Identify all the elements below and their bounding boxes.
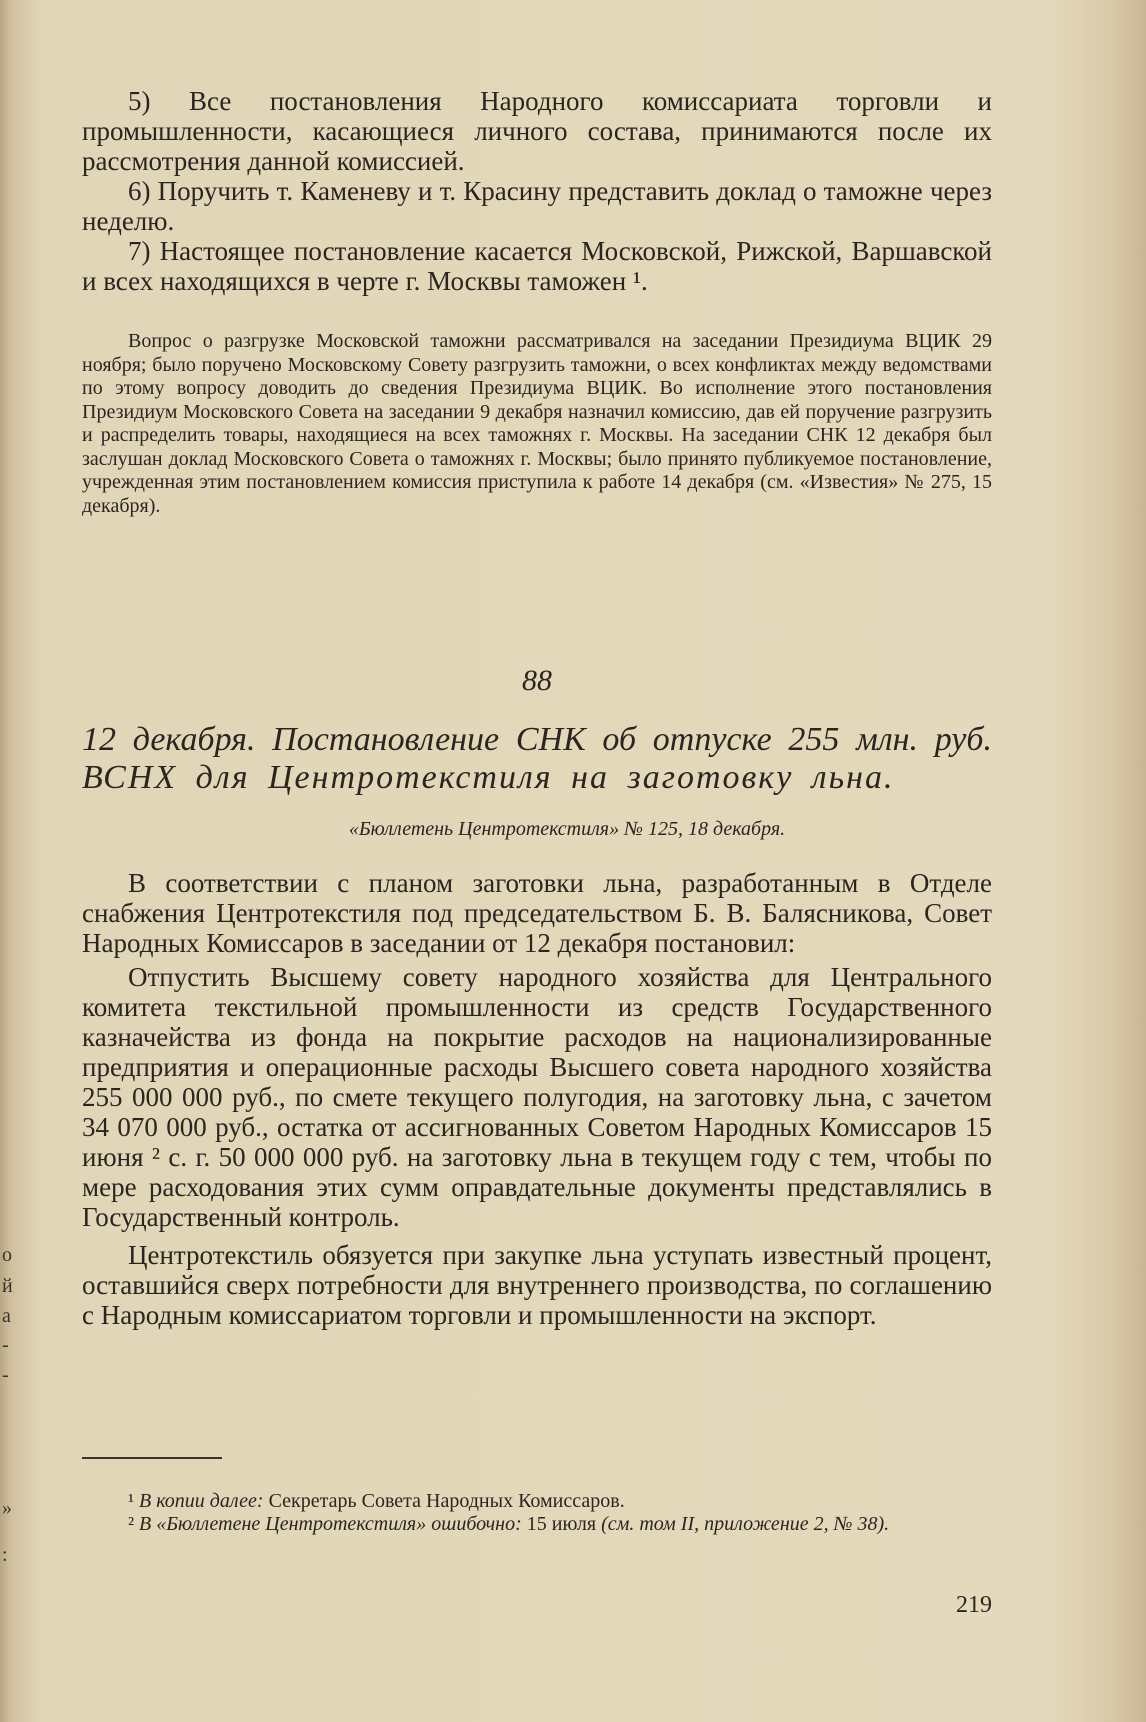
document-title	[82, 721, 992, 797]
document-title-line-2: ВСНХ для Центротекстиля на заготовку льна.	[82, 759, 895, 796]
footnote-divider	[82, 1457, 222, 1459]
gutter-glyph: й	[2, 1275, 13, 1297]
page-number: 219	[956, 1592, 992, 1618]
document-title-line-1: 12 декабря. Постановление СНК об отпуске 255 млн. руб.	[82, 721, 992, 758]
footnotes	[82, 1490, 992, 1536]
paragraph-7: 7) Настоящее постановление касается Московской, Рижской, Варшавской и всех находящихся в черте г. Москвы таможен ¹.	[82, 236, 992, 296]
footnote-1	[82, 1490, 992, 1513]
gutter-glyph: »	[2, 1497, 12, 1519]
gutter-glyph: -	[2, 1334, 9, 1356]
footnote-italic: В «Бюллетене Центротекстиля» ошибочно:	[139, 1513, 522, 1535]
commentary-note	[82, 330, 992, 518]
gutter-glyph: :	[2, 1544, 8, 1566]
commentary-text: Вопрос о разгрузке Московской таможни рассматривался на заседании Президиума ВЦИК 29 ноября; было поручено Московскому Совету разгрузить таможни, о всех конфликтах между ведомствами по этому вопросу доводить до сведения Президиума ВЦИК. Во исполнение этого постановления Президиум Московского Совета на заседании 9 декабря назначил комиссию, дав ей поручение разгрузить и распределить товары, находящиеся на всех таможнях г. Москвы. На заседании СНК 12 декабря был заслушан доклад Московского Совета о таможнях г. Москвы; было принято публикуемое постановление, учрежденная этим постановлением комиссия приступила к работе 14 декабря (см. «Известия» № 275, 15 декабря).	[82, 330, 992, 517]
footnote-mark: ¹	[128, 1490, 134, 1512]
gutter-glyph: о	[2, 1244, 12, 1266]
footnote-text: Секретарь Совета Народных Комиссаров.	[263, 1490, 625, 1512]
document-number-block	[82, 664, 992, 698]
body-paragraph-3: Центротекстиль обязуется при закупке льна уступать известный процент, оставшийся сверх потребности для внутреннего производства, по соглашению с Народным комиссариатом торговли и промышленности на экспорт.	[82, 1240, 992, 1330]
paragraph-6: 6) Поручить т. Каменеву и т. Красину представить доклад о таможне через неделю.	[82, 176, 992, 236]
footnote-2	[82, 1513, 992, 1536]
paragraph-5: 5) Все постановления Народного комиссариата торговли и промышленности, касающиеся личного состава, принимаются после их рассмотрения данной комиссией.	[82, 86, 992, 176]
document-body	[82, 868, 992, 1330]
footnote-italic-tail: (см. том II, приложение 2, № 38).	[601, 1513, 890, 1535]
footnote-text: 15 июля	[521, 1513, 602, 1535]
gutter-glyph: -	[2, 1364, 9, 1386]
gutter-glyph: а	[2, 1305, 11, 1327]
document-number: 88	[522, 664, 552, 697]
top-paragraphs	[82, 86, 992, 296]
body-paragraph-2: Отпустить Высшему совету народного хозяйства для Центрального комитета текстильной промышленности из средств Государственного казначейства из фонда на покрытие расходов на национализированные предприятия и операционные расходы Высшего совета народного хозяйства 255 000 000 руб., по смете текущего полугодия, на заготовку льна, с зачетом 34 070 000 руб., остатка от ассигнованных Советом Народных Комиссаров 15 июня ² с. г. 50 000 000 руб. на заготовку льна в текущем году с тем, чтобы по мере расходования этих сумм оправдательные документы представлялись в Государственный контроль.	[82, 962, 992, 1232]
document-source: «Бюллетень Центротекстиля» № 125, 18 декабря.	[348, 818, 786, 840]
footnote-italic: В копии далее:	[139, 1490, 264, 1512]
body-paragraph-1: В соответствии с планом заготовки льна, разработанным в Отделе снабжения Центротекстиля под председательством Б. В. Балясникова, Совет Народных Комиссаров в заседании от 12 декабря постановил:	[82, 868, 992, 958]
footnote-mark: ²	[128, 1513, 134, 1535]
document-source-block	[82, 818, 992, 841]
